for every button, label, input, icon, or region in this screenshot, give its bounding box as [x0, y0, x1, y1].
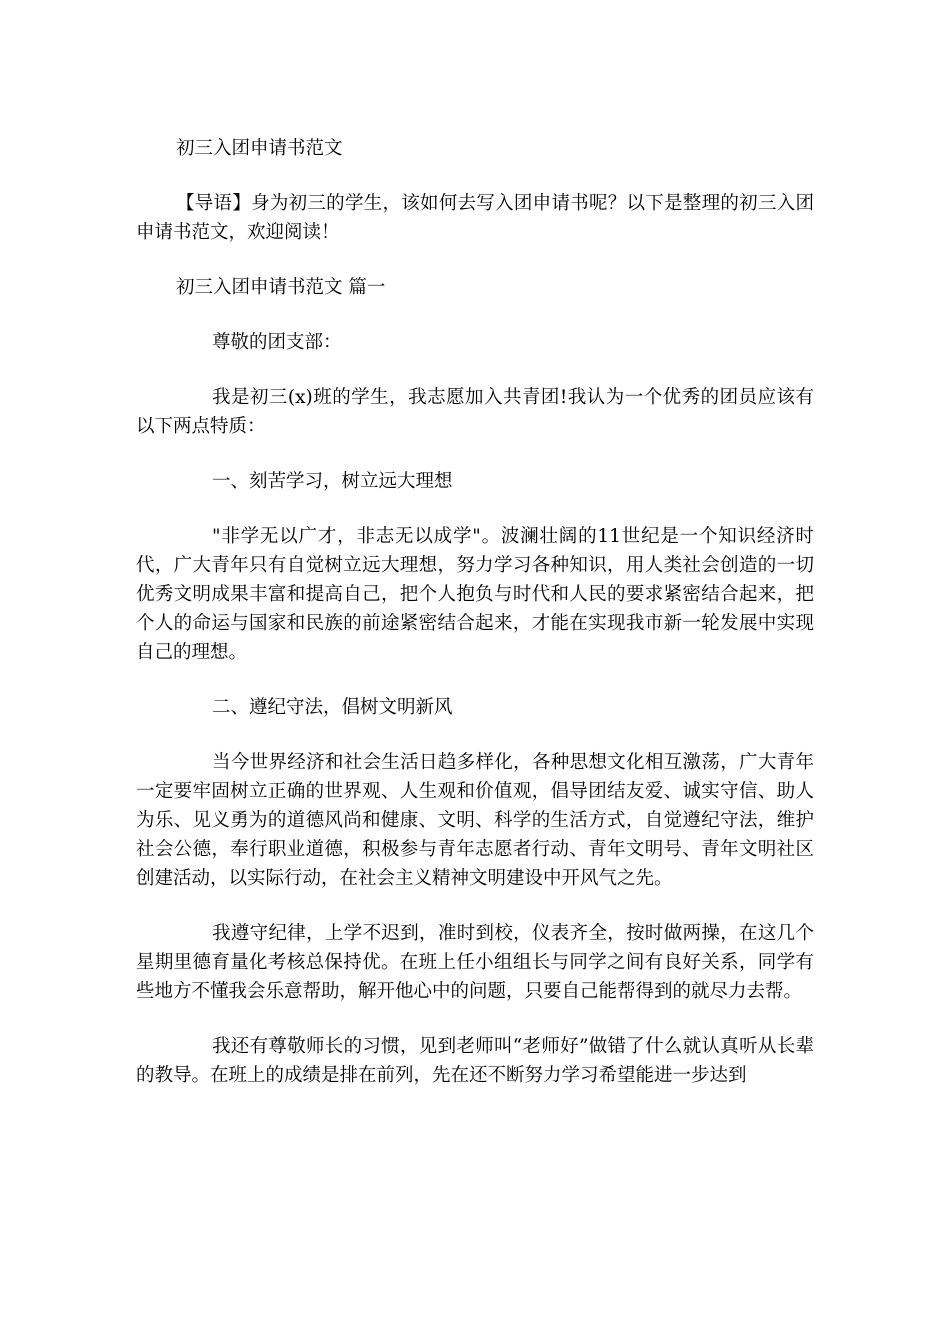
section-title: 初三入团申请书范文 篇一: [176, 277, 386, 298]
intro-paragraph: 【导语】身为初三的学生，该如何去写入团申请书呢？以下是整理的初三入团申请书范文，欢迎阅读！: [136, 193, 814, 243]
salutation: 尊敬的团支部：: [212, 332, 342, 353]
document-page: [136, 134, 814, 1090]
section-heading-study: 一、刻苦学习，树立远大理想: [212, 471, 453, 492]
section-heading-discipline: 二、遵纪守法，倡树文明新风: [212, 697, 453, 718]
body-paragraph: 我还有尊敬师长的习惯，见到老师叫“老师好”做错了什么就认真听从长辈的教导。在班上的成绩是排在前列，先在还不断努力学习希望能进一步达到: [136, 1036, 814, 1086]
document-title: 初三入团申请书范文: [176, 138, 343, 159]
body-paragraph: "非学无以广才，非志无以成学"。波澜壮阔的11世纪是一个知识经济时代，广大青年只有自觉树立远大理想，努力学习各种知识，用人类社会创造的一切优秀文明成果丰富和提高自己，把个人抱负与时代和人民的要求紧密结合起来，把个人的命运与国家和民族的前途紧密结合起来，才能在实现我市新一轮发展中实现自己的理想。: [136, 526, 814, 663]
body-paragraph: 当今世界经济和社会生活日趋多样化，各种思想文化相互激荡，广大青年一定要牢固树立正确的世界观、人生观和价值观，倡导团结友爱、诚实守信、助人为乐、见义勇为的道德风尚和健康、文明、科学的生活方式，自觉遵纪守法，维护社会公德，奉行职业道德，积极参与青年志愿者行动、青年文明号、青年文明社区创建活动，以实际行动，在社会主义精神文明建设中开风气之先。: [136, 752, 814, 889]
body-paragraph: 我遵守纪律，上学不迟到，准时到校，仪表齐全，按时做两操，在这几个星期里德育量化考核总保持优。在班上任小组组长与同学之间有良好关系，同学有些地方不懂我会乐意帮助，解开他心中的问题，只要自己能帮得到的就尽力去帮。: [136, 923, 814, 1002]
body-paragraph: 我是初三(x)班的学生，我志愿加入共青团!我认为一个优秀的团员应该有以下两点特质：: [136, 387, 814, 437]
